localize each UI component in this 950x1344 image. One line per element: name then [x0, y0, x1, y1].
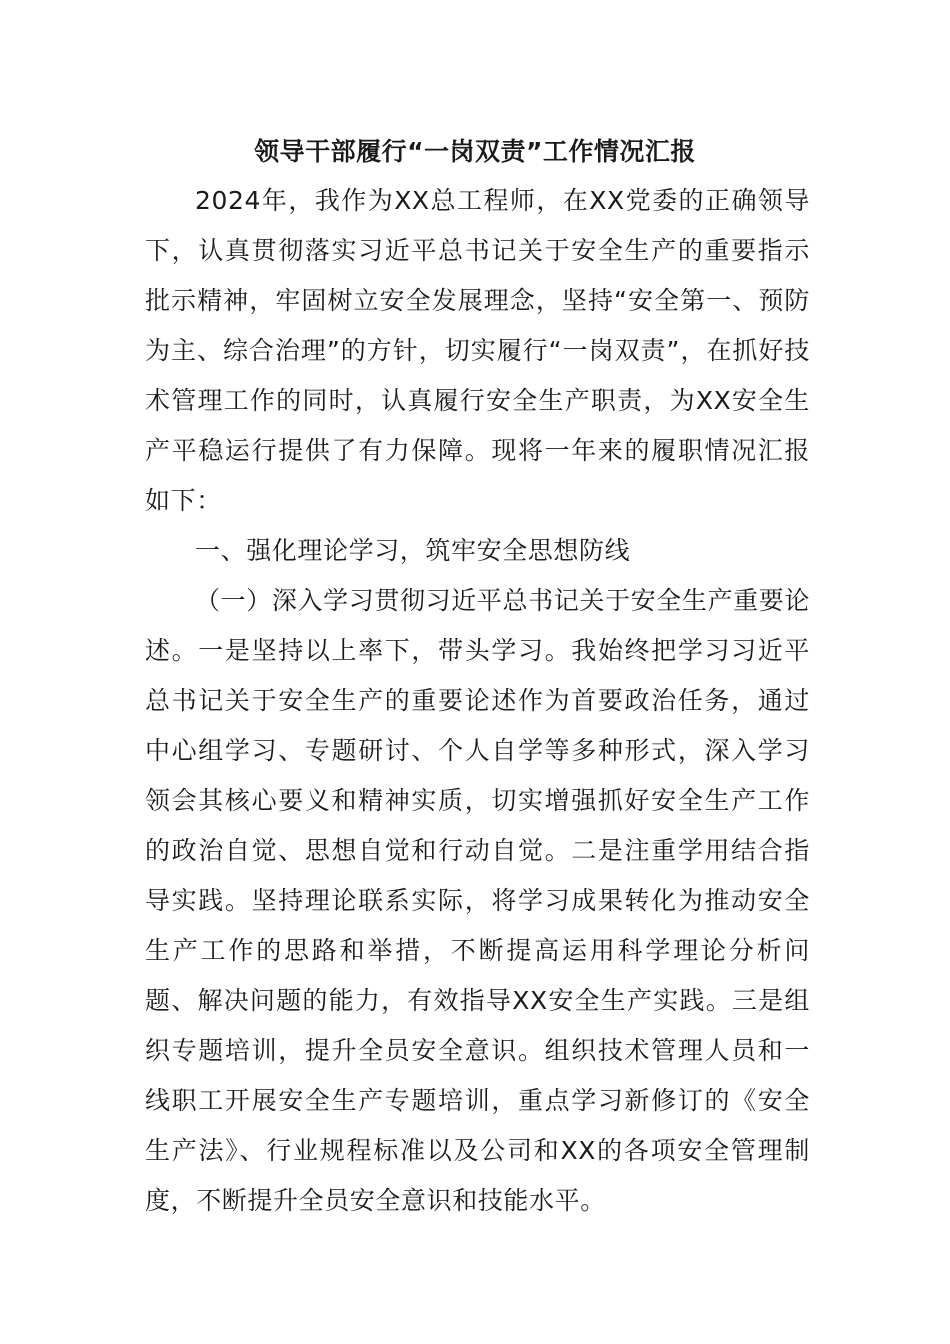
intro-paragraph: 2024年，我作为XX总工程师，在XX党委的正确领导下，认真贯彻落实习近平总书记关于安全生产的重要指示批示精神，牢固树立安全发展理念，坚持“安全第一、预防为主、综合治理”的方针，切实履行“一岗双责”，在抓好技术管理工作的同时，认真履行安全生产职责，为XX安全生产平稳运行提供了有力保障。现将一年来的履职情况汇报如下：	[145, 186, 810, 515]
section-heading: 一、强化理论学习，筑牢安全思想防线	[195, 536, 631, 565]
section-paragraph: （一）深入学习贯彻习近平总书记关于安全生产重要论述。一是坚持以上率下，带头学习。我始终把学习习近平总书记关于安全生产的重要论述作为首要政治任务，通过中心组学习、专题研讨、个人自学等多种形式，深入学习领会其核心要义和精神实质，切实增强抓好安全生产工作的政治自觉、思想自觉和行动自觉。二是注重学用结合指导实践。坚持理论联系实际，将学习成果转化为推动安全生产工作的思路和举措，不断提高运用科学理论分析问题、解决问题的能力，有效指导XX安全生产实践。三是组织专题培训，提升全员安全意识。组织技术管理人员和一线职工开展安全生产专题培训，重点学习新修订的《安全生产法》、行业规程标准以及公司和XX的各项安全管理制度，不断提升全员安全意识和技能水平。	[145, 586, 810, 1215]
document-body	[145, 176, 810, 1226]
document-title: 领导干部履行“一岗双责”工作情况汇报	[254, 137, 696, 166]
